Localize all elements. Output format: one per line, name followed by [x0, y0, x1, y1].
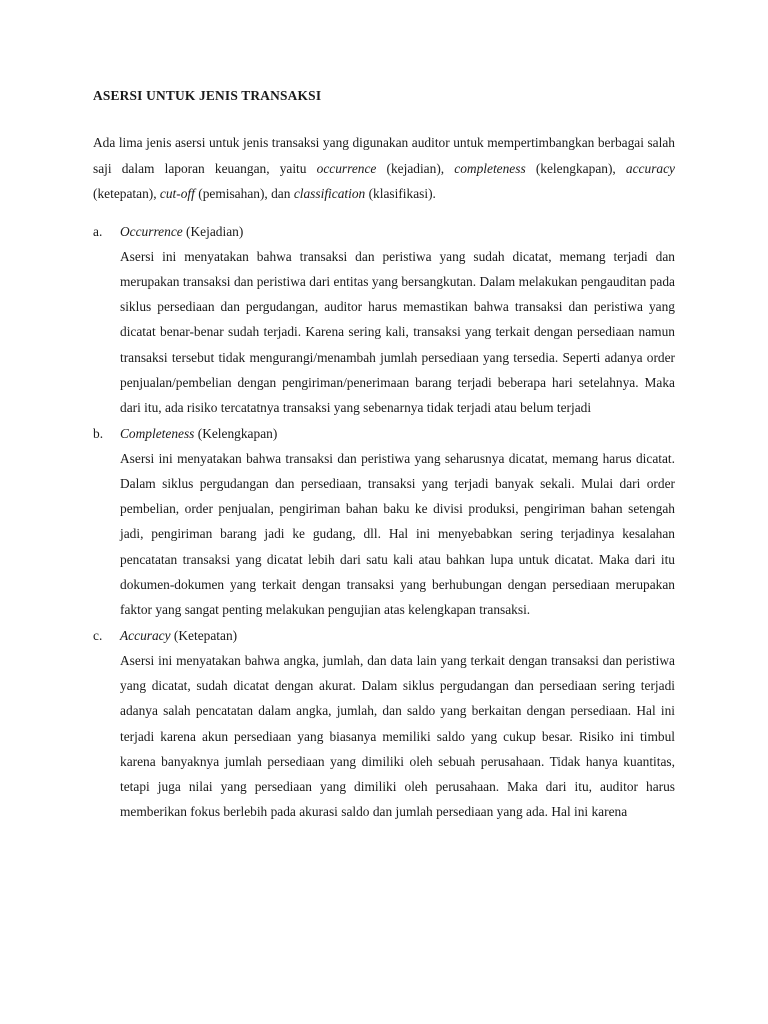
item-heading: [120, 219, 675, 244]
intro-term-cut-off: cut-off: [159, 186, 195, 201]
item-heading: [120, 623, 675, 648]
intro-term-completeness: completeness: [454, 160, 526, 176]
item-label: (Kejadian): [182, 223, 244, 239]
item-label: (Ketepatan): [170, 627, 238, 643]
intro-text: (pemisahan), dan: [194, 186, 294, 201]
intro-text: (klasifikasi).: [365, 186, 436, 201]
intro-term-accuracy: accuracy: [625, 160, 675, 176]
document-page: [93, 86, 675, 825]
item-body: Asersi ini menyatakan bahwa transaksi dan peristiwa yang seharusnya dicatat, memang harus dicatat. Dalam siklus pergudangan dan persediaan, transaksi yang terjadi banyak sekali. Mulai dari order pembelian, order penjualan, pengiriman bahan baku ke divisi produksi, pengiriman bahan setengah jadi, pengiriman barang jadi ke gudang, dll. Hal ini menyebabkan sering terjadinya kesalahan pencatatan transaksi yang dicatat lebih dari satu kali atau bahkan lupa untuk dicatat. Maka dari itu dokumen-dokumen yang terkait dengan transaksi yang berhubungan dengan persediaan merupakan faktor yang sangat penting melakukan pengujian atas kelengkapan transaksi.: [120, 450, 675, 618]
list-marker: a.: [93, 223, 103, 239]
intro-text: Ada lima jenis asersi untuk jenis transaksi yang digunakan auditor untuk mempertimbangkan berbagai salah saji dalam laporan keuangan, yaitu: [93, 135, 675, 176]
intro-term-classification: classification: [293, 186, 366, 201]
list-item-occurrence: [93, 219, 675, 421]
item-body: Asersi ini menyatakan bahwa angka, jumlah, dan data lain yang terkait dengan transaksi dan peristiwa yang dicatat, sudah dicatat dengan akurat. Dalam siklus pergudangan dan persediaan sering terjadi adanya salah pencatatan dalam angka, jumlah, dan saldo yang berkaitan dengan persediaan. Hal ini terjadi karena akun persediaan yang biasanya memiliki saldo yang cukup besar. Risiko ini timbul karena banyaknya jumlah persediaan yang dimiliki oleh sebuah perusahaan. Tidak hanya kuantitas, tetapi juga nilai yang persediaan yang dimiliki oleh perusahaan. Maka dari itu, auditor harus memberikan fokus berlebih pada akurasi saldo dan jumlah persediaan yang ada. Hal ini karena: [120, 652, 675, 820]
item-label: (Kelengkapan): [194, 425, 278, 441]
intro-text: (ketepatan),: [93, 186, 160, 201]
item-heading: [120, 421, 675, 446]
item-term: Completeness: [120, 425, 195, 441]
list-item-completeness: [93, 421, 675, 623]
item-term: Accuracy: [120, 627, 171, 643]
item-term: Occurrence: [120, 223, 183, 239]
intro-text: (kejadian),: [376, 160, 455, 176]
intro-term-occurrence: occurrence: [316, 160, 377, 176]
intro-text: (kelengkapan),: [525, 160, 626, 176]
document-title: ASERSI UNTUK JENIS TRANSAKSI: [93, 88, 322, 103]
intro-paragraph: [93, 130, 675, 207]
list-item-accuracy: [93, 623, 675, 825]
item-body: Asersi ini menyatakan bahwa transaksi dan peristiwa yang sudah dicatat, memang terjadi dan merupakan transaksi dan peristiwa dari entitas yang bersangkutan. Dalam melakukan pengauditan pada siklus persediaan dan pergudangan, auditor harus memastikan bahwa transaksi dan peristiwa yang dicatat benar-benar sudah terjadi. Karena sering kali, transaksi yang terkait dengan persediaan namun transaksi tersebut tidak mengurangi/menambah jumlah persediaan yang tersedia. Seperti adanya order penjualan/pembelian dengan pengiriman/penerimaan barang terjadi beberapa hari setelahnya. Maka dari itu, ada risiko tercatatnya transaksi yang sebenarnya tidak terjadi atau belum terjadi: [120, 248, 675, 416]
list-marker: c.: [93, 627, 103, 643]
list-marker: b.: [93, 425, 104, 441]
